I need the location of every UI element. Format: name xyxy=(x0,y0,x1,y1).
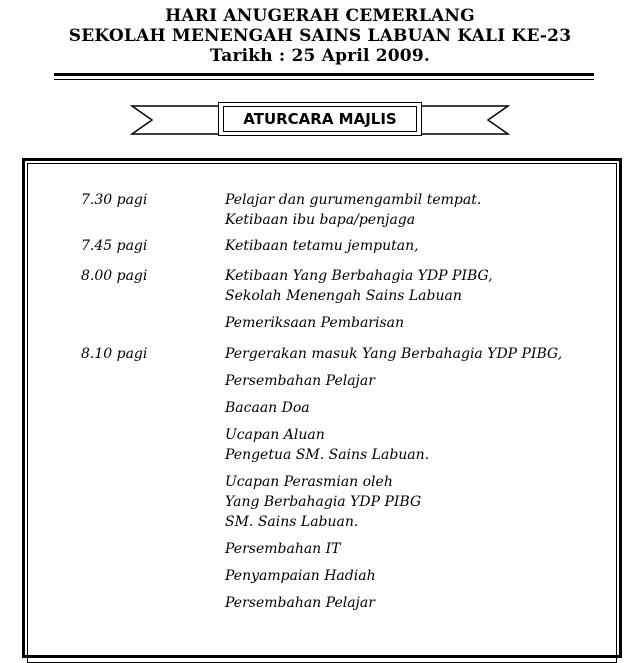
schedule-item-line: Persembahan IT xyxy=(225,541,341,557)
schedule-item xyxy=(225,566,640,586)
schedule-items xyxy=(225,190,640,230)
event-date: Tarikh : 25 April 2009. xyxy=(210,46,430,66)
schedule-time: 8.00 pagi xyxy=(81,268,148,284)
schedule-item-line: Ucapan Perasmian oleh xyxy=(225,474,393,490)
schedule-time: 7.45 pagi xyxy=(81,238,148,254)
programme-banner xyxy=(130,98,510,142)
schedule-time: 7.30 pagi xyxy=(81,192,148,208)
banner-title: ATURCARA MAJLIS xyxy=(223,106,417,132)
schedule-items xyxy=(225,236,640,256)
schedule-item xyxy=(225,313,640,333)
schedule-item-line: Bacaan Doa xyxy=(225,400,310,416)
schedule-item-line: Ketibaan Yang Berbahagia YDP PIBG, xyxy=(225,268,493,284)
schedule-item xyxy=(225,593,640,613)
schedule-item-line: Sekolah Menengah Sains Labuan xyxy=(225,288,462,304)
schedule-item xyxy=(225,425,640,465)
schedule-row xyxy=(0,236,640,256)
schedule-row xyxy=(0,266,640,333)
schedule-item-line: Ucapan Aluan xyxy=(225,427,325,443)
schedule-item-line: Pelajar dan gurumengambil tempat. xyxy=(225,192,482,208)
schedule-item xyxy=(225,236,640,256)
event-title: HARI ANUGERAH CEMERLANG xyxy=(165,6,475,26)
header-rule-thin xyxy=(54,79,594,80)
schedule-item xyxy=(225,190,640,230)
schedule-items xyxy=(225,344,640,613)
schedule-item xyxy=(225,266,640,306)
schedule-item-line: SM. Sains Labuan. xyxy=(225,514,359,530)
schedule-item-line: Ketibaan ibu bapa/penjaga xyxy=(225,212,416,228)
schedule-row xyxy=(0,190,640,230)
header-rule-thick xyxy=(54,73,594,76)
schedule-item xyxy=(225,398,640,418)
schedule-item-line: Pemeriksaan Pembarisan xyxy=(225,315,405,331)
schedule-list xyxy=(0,190,640,613)
schedule-item xyxy=(225,472,640,532)
schedule-item-line: Ketibaan tetamu jemputan, xyxy=(225,238,419,254)
school-name: SEKOLAH MENENGAH SAINS LABUAN KALI KE-23 xyxy=(68,26,572,46)
schedule-item-line: Penyampaian Hadiah xyxy=(225,568,376,584)
schedule-items xyxy=(225,266,640,333)
schedule-item-line: Pengetua SM. Sains Labuan. xyxy=(225,447,430,463)
schedule-item xyxy=(225,344,640,364)
schedule-item xyxy=(225,371,640,391)
schedule-item-line: Persembahan Pelajar xyxy=(225,373,375,389)
schedule-row xyxy=(0,344,640,613)
schedule-item-line: Pergerakan masuk Yang Berbahagia YDP PIBG, xyxy=(225,346,563,362)
schedule-item-line: Persembahan Pelajar xyxy=(225,595,375,611)
document-header xyxy=(0,6,640,66)
schedule-time: 8.10 pagi xyxy=(81,346,148,362)
banner-box xyxy=(218,102,422,136)
schedule-item-line: Yang Berbahagia YDP PIBG xyxy=(225,494,422,510)
schedule-item xyxy=(225,539,640,559)
